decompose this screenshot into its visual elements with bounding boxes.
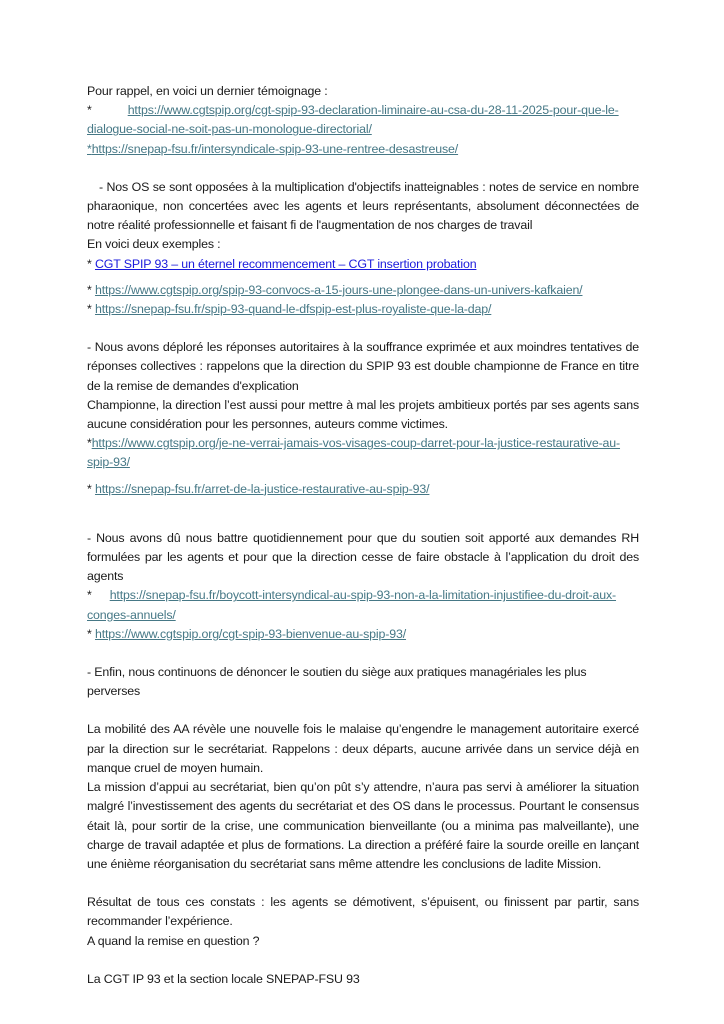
titled-link-item — [87, 255, 639, 274]
bullet-marker: * — [87, 588, 92, 603]
bullet-marker: * — [87, 436, 92, 451]
section-soutien-siege: - Enfin, nous continuons de dénoncer le soutien du siège aux pratiques managériales les plus perverses — [87, 665, 587, 699]
bullet-marker: * — [87, 302, 92, 317]
intro-link-item — [87, 140, 639, 159]
link-snepap-arret-justice-restaurative[interactable]: https://snepap-fsu.fr/arret-de-la-justice-restaurative-au-spip-93/ — [94, 481, 430, 496]
section-objectifs-body: - Nos OS se sont opposées à la multiplication d'objectifs inatteignables : notes de service en nombre pharaonique, non concertées avec les agents et leurs représentants, absolument déconnectées de notre réalité professionnelle et faisant fi de l'augmentation de nos charges de travail — [87, 179, 639, 233]
section-reponses-autoritaires: - Nous avons déploré les réponses autoritaires à la souffrance exprimée et aux moindres tentatives de réponses collectives : rappelons que la direction du SPIP 93 est double championne de France en titre de la remise de demandes d'explication — [87, 340, 639, 393]
bullet-marker: * — [87, 626, 92, 641]
link-snepap-boycott-conges[interactable]: https://snepap-fsu.fr/boycott-intersyndical-au-spip-93-non-a-la-limitation-injustifiee-du-droit-aux-conges-annuels/ — [87, 588, 617, 622]
link-item — [87, 281, 639, 300]
link-url-text: https://snepap-fsu.fr/intersyndicale-spip-93-une-rentree-desastreuse/ — [91, 141, 459, 156]
link-item — [87, 434, 639, 472]
paragraph-mobilite-aa: La mobilité des AA révèle une nouvelle fois le malaise qu’engendre le management autoritaire exercé par la direction sur le secrétariat. Rappelons : deux départs, aucune arrivée dans un service déjà en manque cruel de moyen humain. — [87, 722, 639, 775]
link-cgt-convocs-kafkaien[interactable]: https://www.cgtspip.org/spip-93-convocs-a-15-jours-une-plongee-dans-un-univers-kafkaien/ — [94, 282, 583, 297]
examples-intro: En voici deux exemples : — [87, 237, 221, 252]
link-item — [87, 300, 639, 319]
link-item — [87, 625, 639, 644]
link-cgt-eternel-recommencement[interactable]: CGT SPIP 93 – un éternel recommencement – CGT insertion probation — [94, 256, 477, 271]
paragraph-resultat: Résultat de tous ces constats : les agents se démotivent, s’épuisent, ou finissent par partir, sans recommander l’expérience. — [87, 895, 639, 929]
link-item — [87, 586, 639, 624]
intro-text: Pour rappel, en voici un dernier témoignage : — [87, 84, 328, 98]
bullet-marker: * — [87, 103, 92, 118]
bullet-marker: * — [87, 282, 92, 297]
intro-link-item — [87, 101, 639, 139]
link-item — [87, 480, 639, 499]
link-snepap-dfspip-royaliste[interactable]: https://snepap-fsu.fr/spip-93-quand-le-dfspip-est-plus-royaliste-que-la-dap/ — [94, 302, 492, 317]
bullet-marker: * — [87, 141, 92, 156]
section-objectifs-text — [87, 178, 639, 236]
signature: La CGT IP 93 et la section locale SNEPAP-FSU 93 — [87, 971, 360, 986]
closing-question: A quand la remise en question ? — [87, 933, 260, 948]
link-snepap-rentree-desastreuse[interactable] — [87, 142, 458, 156]
link-cgt-bienvenue-spip-93[interactable]: https://www.cgtspip.org/cgt-spip-93-bienvenue-au-spip-93/ — [94, 626, 407, 641]
link-cgt-justice-restaurative[interactable]: https://www.cgtspip.org/je-ne-verrai-jamais-vos-visages-coup-darret-pour-la-justice-restaurative-au-spip-93/ — [87, 436, 621, 470]
section-demandes-rh: - Nous avons dû nous battre quotidiennement pour que du soutien soit apporté aux demandes RH formulées par les agents et pour que la direction cesse de faire obstacle à l’application du droit des agents — [87, 530, 639, 584]
bullet-marker: * — [87, 481, 92, 496]
bullet-marker: * — [87, 256, 92, 271]
section-championne: Championne, la direction l’est aussi pour mettre à mal les projets ambitieux portés par ses agents sans aucune considération pour les personnes, auteurs comme victimes. — [87, 397, 639, 432]
paragraph-mission-appui: La mission d’appui au secrétariat, bien qu’on pût s’y attendre, n’aura pas servi à améliorer la situation malgré l’investissement des agents du secrétariat et des OS dans le processus. Pourtant le consensus était là, pour sortir de la crise, une communication bienveillante (ou a minima pas malveillante), une charge de travail adaptée et plus de formations. La direction a préféré faire la sourde oreille en lançant une énième réorganisation du secrétariat sans même attendre les conclusions de ladite Mission. — [87, 780, 639, 871]
document-page — [87, 82, 639, 989]
link-cgt-declaration-liminaire[interactable]: https://www.cgtspip.org/cgt-spip-93-declaration-liminaire-au-csa-du-28-11-2025-pour-que-le-dialogue-social-ne-soit-pas-un-monologue-directorial/ — [87, 103, 619, 137]
